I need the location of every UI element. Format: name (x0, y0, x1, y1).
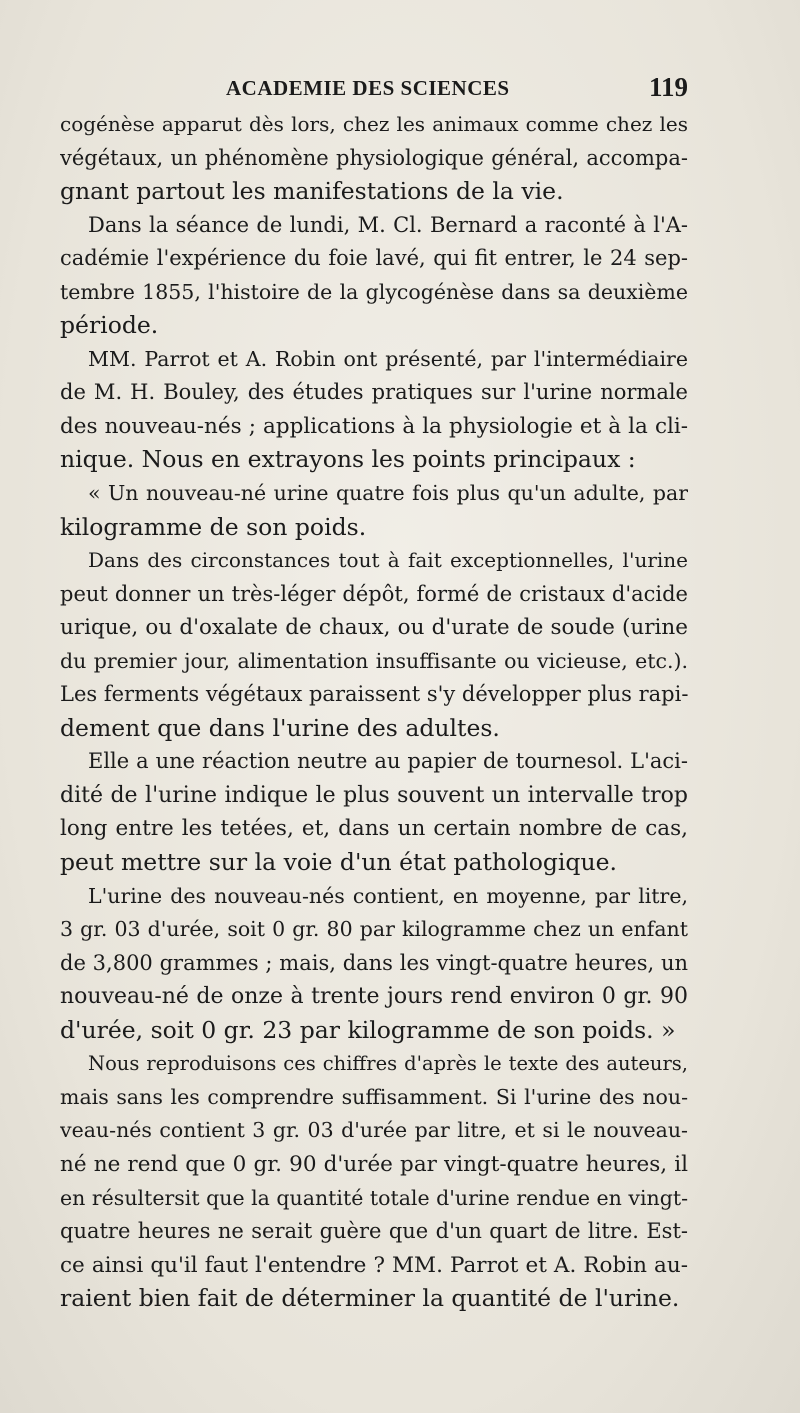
text-line: de M. H. Bouley, des études pratiques sur l'urine normale (60, 380, 688, 405)
body-text (60, 108, 688, 1316)
text-line: végétaux, un phénomène physiologique général, accompa- (60, 145, 688, 170)
text-line: gnant partout les manifestations de la vie. (60, 177, 564, 206)
text-line: en résultersit que la quantité totale d'urine rendue en vingt- (60, 1185, 688, 1210)
text-line: peut mettre sur la voie d'un état pathologique. (60, 848, 617, 877)
text-line: 3 gr. 03 d'urée, soit 0 gr. 80 par kilogramme chez un enfant (60, 917, 688, 942)
text-line: de 3,800 grammes ; mais, dans les vingt-quatre heures, un (60, 950, 688, 975)
text-line: ce ainsi qu'il faut l'entendre ? MM. Parrot et A. Robin au- (60, 1252, 688, 1278)
text-line: MM. Parrot et A. Robin ont présenté, par l'intermédiaire (88, 346, 688, 371)
text-line: dité de l'urine indique le plus souvent un intervalle trop (60, 782, 688, 808)
text-line: d'urée, soit 0 gr. 23 par kilogramme de son poids. » (60, 1015, 676, 1044)
text-line: raient bien fait de déterminer la quantité de l'urine. (60, 1284, 680, 1313)
text-line: mais sans les comprendre suffisamment. Si l'urine des nou- (60, 1084, 688, 1109)
text-line: Les ferments végétaux paraissent s'y développer plus rapi- (60, 682, 688, 707)
text-line: kilogramme de son poids. (60, 512, 367, 541)
text-line: Nous reproduisons ces chiffres d'après le texte des auteurs, (88, 1052, 688, 1076)
text-line: dement que dans l'urine des adultes. (60, 713, 500, 742)
running-title: ACADEMIE DES SCIENCES (226, 76, 510, 100)
text-line: quatre heures ne serait guère que d'un quart de litre. Est- (60, 1219, 688, 1244)
text-line: cadémie l'expérience du foie lavé, qui fit entrer, le 24 sep- (60, 246, 688, 271)
text-line: du premier jour, alimentation insuffisante ou vicieuse, etc.). (60, 648, 688, 673)
text-line: nique. Nous en extrayons les points principaux : (60, 445, 636, 474)
text-line: Dans la séance de lundi, M. Cl. Bernard a raconté à l'A- (88, 212, 688, 237)
text-line: L'urine des nouveau-nés contient, en moyenne, par litre, (88, 883, 688, 908)
text-line: nouveau-né de onze à trente jours rend environ 0 gr. 90 (60, 984, 688, 1010)
text-line: Elle a une réaction neutre au papier de tournesol. L'aci- (88, 749, 688, 774)
text-line: période. (60, 311, 159, 340)
text-line: des nouveau-nés ; applications à la physiologie et à la cli- (60, 413, 688, 439)
page-number: 119 (648, 72, 688, 102)
text-line: urique, ou d'oxalate de chaux, ou d'urate de soude (urine (60, 615, 688, 641)
text-line: tembre 1855, l'histoire de la glycogénèse dans sa deuxième (60, 279, 688, 304)
text-line: « Un nouveau-né urine quatre fois plus qu'un adulte, par (88, 481, 688, 506)
text-line: Dans des circonstances tout à fait exceptionnelles, l'urine (88, 548, 688, 573)
text-line: veau-nés contient 3 gr. 03 d'urée par litre, et si le nouveau- (60, 1118, 688, 1143)
page-header (60, 72, 688, 106)
text-line: peut donner un très-léger dépôt, formé de cristaux d'acide (60, 581, 688, 606)
text-line: long entre les tetées, et, dans un certain nombre de cas, (60, 816, 688, 842)
text-line: né ne rend que 0 gr. 90 d'urée par vingt-quatre heures, il (60, 1151, 688, 1177)
text-line: cogénèse apparut dès lors, chez les animaux comme chez les (60, 112, 688, 136)
